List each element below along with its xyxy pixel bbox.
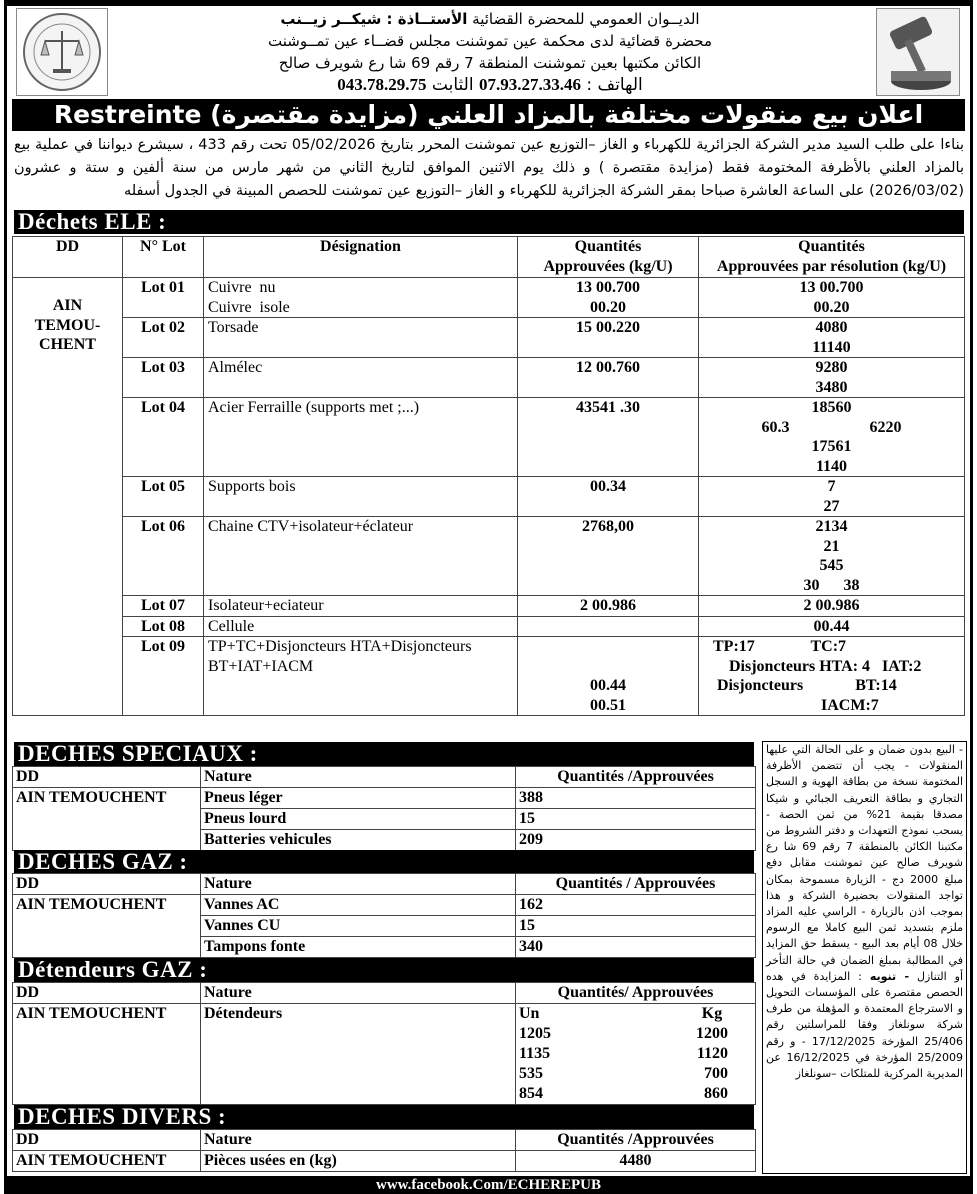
bailiff-name: الأستــاذة : شيكــر زيــنب <box>280 10 468 28</box>
ele-heading: Déchets ELE : <box>14 210 964 234</box>
designation-cell: Torsade <box>204 318 518 358</box>
un-label: Un <box>519 1005 540 1022</box>
speciaux-table <box>12 766 756 851</box>
designation-cell: Cuivre nu Cuivre isole <box>204 278 518 318</box>
qty-res-cell: 9280 3480 <box>699 358 965 398</box>
phone-fixed: 043.78.29.75 <box>337 75 427 94</box>
notice-text: : المزايدة في هده الحصص مقتصرة على المؤسسات التحويل و الاسترجاع المعتمدة و المؤهلة من طرف شركة سونلغاز وفقا للمراسلتين رقم 25/406 المؤرخة 17/12/2025 - و رقم 25/2009 المؤرخة في 16/12/2025 عن المديرية المركزية للمتلكات –سونلغاز <box>766 969 963 1081</box>
gaz-heading: DECHES GAZ : <box>14 850 754 874</box>
lot-cell: Lot 09 <box>123 637 204 716</box>
designation-cell: Isolateur+eciateur <box>204 596 518 617</box>
intro-paragraph: بناءا على طلب السيد مدير الشركة الجزائرية للكهرباء و الغاز –التوزيع عين تموشنت المحرر بتاريخ 05/02/2026 تحت رقم 433 ، سيشرع ديواننا في عملية بيع بالمزاد العلني بالأظرفة المختومة فقط (مزايدة مقتصرة ) و ذلك يوم الاثنين الموافق لتاريخ الثاني من شهر مارس من سنة ألفين و ستة و عشرون (2026/03/02) على الساعة العاشرة صباحا بمقر الشركة الجزائرية للكهرباء و الغاز –التوزيع عين تموشنت للحصص المبينة في الجدول أسفله <box>14 137 965 199</box>
detendeurs-table <box>12 982 756 1105</box>
qty-cell: 13 00.700 00.20 <box>518 278 699 318</box>
speciaux-heading: DECHES SPECIAUX : <box>14 742 754 766</box>
kg-label: Kg <box>701 1005 723 1022</box>
col-lot: N° Lot <box>123 237 204 278</box>
col-qty: Quantités Approuvées (kg/U) <box>518 237 699 278</box>
designation-cell: Acier Ferraille (supports met ;...) <box>204 398 518 477</box>
seal-logo <box>16 8 108 96</box>
detendeurs-heading: Détendeurs GAZ : <box>14 958 754 982</box>
table-row <box>13 895 756 916</box>
lot-cell: Lot 04 <box>123 398 204 477</box>
table-row <box>13 318 965 358</box>
col-qty: Quantités /Approuvées <box>516 767 756 788</box>
col-qty-res: Quantités Approuvées par résolution (kg/U) <box>699 237 965 278</box>
table-row <box>13 788 756 809</box>
phone-mobile: 07.93.27.33.46 <box>478 75 581 94</box>
gaz-header-row <box>13 874 756 895</box>
qty-cell: 12 00.760 <box>518 358 699 398</box>
col-qty: Quantités / Approuvées <box>516 874 756 895</box>
designation-cell: Supports bois <box>204 477 518 517</box>
table-row <box>13 278 965 318</box>
qty-cell: 388 <box>516 788 756 809</box>
col-qty: Quantités/ Approuvées <box>516 983 756 1004</box>
qty-cell: 2768,00 <box>518 517 699 596</box>
ele-table <box>12 236 965 716</box>
gavel-image <box>876 8 960 96</box>
table-row <box>13 596 965 617</box>
notice-label: - تنويه <box>869 969 910 983</box>
dd-cell: AIN TEMOUCHENT <box>13 1004 201 1105</box>
qty-res-cell: 13 00.700 00.20 <box>699 278 965 318</box>
table-row <box>13 637 965 716</box>
gaz-table <box>12 873 756 958</box>
phone-label: الهاتف : <box>586 75 643 95</box>
col-nature: Nature <box>201 874 516 895</box>
table-row <box>13 1151 756 1172</box>
qty-cell <box>518 616 699 637</box>
table-row <box>13 517 965 596</box>
col-dd: DD <box>13 874 201 895</box>
un-column <box>519 1004 551 1104</box>
qty-cell: 4480 <box>516 1151 756 1172</box>
nature-cell: Vannes AC <box>201 895 516 916</box>
table-row <box>13 616 965 637</box>
qty-cell: 15 <box>516 916 756 937</box>
ad-title: اعلان بيع منقولات مختلفة بالمزاد العلني (مزايدة مقتصرة) Restreinte <box>12 99 965 131</box>
nature-cell: Tampons fonte <box>201 937 516 958</box>
nature-cell: Vannes CU <box>201 916 516 937</box>
table-row <box>13 1004 756 1105</box>
qty-cell: 340 <box>516 937 756 958</box>
col-nature: Nature <box>201 767 516 788</box>
col-nature: Nature <box>201 983 516 1004</box>
table-row <box>13 477 965 517</box>
qty-cell: 209 <box>516 830 756 851</box>
office-header <box>120 8 860 96</box>
qty-cell: 43541 .30 <box>518 398 699 477</box>
kg-values: 1200 1120 700 860 <box>696 1025 728 1102</box>
divers-heading: DECHES DIVERS : <box>14 1105 754 1129</box>
office-address: الكائن مكتبها بعين تموشنت المنطقة 7 رقم 69 شا رع شويرف صالح <box>278 54 702 72</box>
ele-header-row <box>13 237 965 278</box>
qty-res-cell: TP:17 TC:7 Disjoncteurs HTA: 4 IAT:2 Disjoncteurs BT:14 IACM:7 <box>699 637 965 716</box>
qty-res-cell: 18560 60.3 6220 17561 1140 <box>699 398 965 477</box>
dd-cell: AIN TEMOUCHENT <box>13 788 201 851</box>
nature-cell: Détendeurs <box>201 1004 516 1105</box>
lot-cell: Lot 02 <box>123 318 204 358</box>
office-line1: الديــوان العمومي للمحضرة القضائية <box>472 10 700 28</box>
speciaux-header-row <box>13 767 756 788</box>
fixed-label: الثابت <box>431 75 474 95</box>
dd-cell: AIN TEMOU- CHENT <box>13 278 123 716</box>
col-dd: DD <box>13 767 201 788</box>
qty-cell: 00.44 00.51 <box>518 637 699 716</box>
qty-cell: 15 00.220 <box>518 318 699 358</box>
kg-column <box>696 1004 728 1104</box>
designation-cell: Cellule <box>204 616 518 637</box>
table-row <box>13 398 965 477</box>
qty-res-cell: 4080 11140 <box>699 318 965 358</box>
col-dd: DD <box>13 237 123 278</box>
terms-notes <box>762 741 967 1174</box>
col-dd: DD <box>13 983 201 1004</box>
designation-cell: Almélec <box>204 358 518 398</box>
qty-cell: 00.34 <box>518 477 699 517</box>
col-qty: Quantités /Approuvées <box>516 1130 756 1151</box>
lot-cell: Lot 05 <box>123 477 204 517</box>
qty-res-cell: 7 27 <box>699 477 965 517</box>
table-row <box>13 358 965 398</box>
divers-header-row <box>13 1130 756 1151</box>
qty-res-cell: 2 00.986 <box>699 596 965 617</box>
qty-cell: 162 <box>516 895 756 916</box>
office-line2: محضرة قضائية لدى محكمة عين تموشنت مجلس قضــاء عين تمــوشنت <box>268 32 712 50</box>
detendeurs-header-row <box>13 983 756 1004</box>
terms-text: - البيع بدون ضمان و على الحالة التي عليها المنقولات - يجب أن تتضمن الأظرفة المختومة نسخة من بطاقة الهوية و السجل التجاري و بطاقة التعريف الجبائي و شيكا مصدقا بقيمة 21% من ثمن الحصة - يسحب نموذج التعهدات و دفتر الشروط من مكتبنا الكائن بالمنطقة 7 رقم 69 شا رع شويرف صالح عين تموشنت مقابل دفع مبلغ 2000 دج - الزيارة مسموحة بمكان تواجد المنقولات بحضيرة الشركة و هذا بموجب اذن بالزيارة - الراسي عليه المزاد ملزم بتسديد ثمن البيع كاملا مع الرسوم خلال 08 أيام بعد البيع - يسقط حق المزايد في المطالبة بمبلغ الضمان في حالة التأخر أو التنازل <box>766 743 964 983</box>
lot-cell: Lot 08 <box>123 616 204 637</box>
lot-cell: Lot 07 <box>123 596 204 617</box>
un-values: 1205 1135 535 854 <box>519 1025 551 1102</box>
designation-cell: Chaine CTV+isolateur+éclateur <box>204 517 518 596</box>
dd-cell: AIN TEMOUCHENT <box>13 895 201 958</box>
col-dd: DD <box>13 1130 201 1151</box>
nature-cell: Pneus lourd <box>201 809 516 830</box>
nature-cell: Pièces usées en (kg) <box>201 1151 516 1172</box>
qty-res-cell: 00.44 <box>699 616 965 637</box>
qty-cell: 15 <box>516 809 756 830</box>
qty-res-cell: 2134 21 545 30 38 <box>699 517 965 596</box>
footer-link[interactable]: www.facebook.Com/ECHEREPUB <box>4 1176 973 1194</box>
dd-cell: AIN TEMOUCHENT <box>13 1151 201 1172</box>
lot-cell: Lot 03 <box>123 358 204 398</box>
lot-cell: Lot 01 <box>123 278 204 318</box>
col-nature: Nature <box>201 1130 516 1151</box>
nature-cell: Batteries vehicules <box>201 830 516 851</box>
qty-cell <box>516 1004 756 1105</box>
lot-cell: Lot 06 <box>123 517 204 596</box>
col-designation: Désignation <box>204 237 518 278</box>
divers-table <box>12 1129 756 1172</box>
designation-cell: TP+TC+Disjoncteurs HTA+Disjoncteurs BT+IAT+IACM <box>204 637 518 716</box>
nature-cell: Pneus léger <box>201 788 516 809</box>
qty-cell: 2 00.986 <box>518 596 699 617</box>
